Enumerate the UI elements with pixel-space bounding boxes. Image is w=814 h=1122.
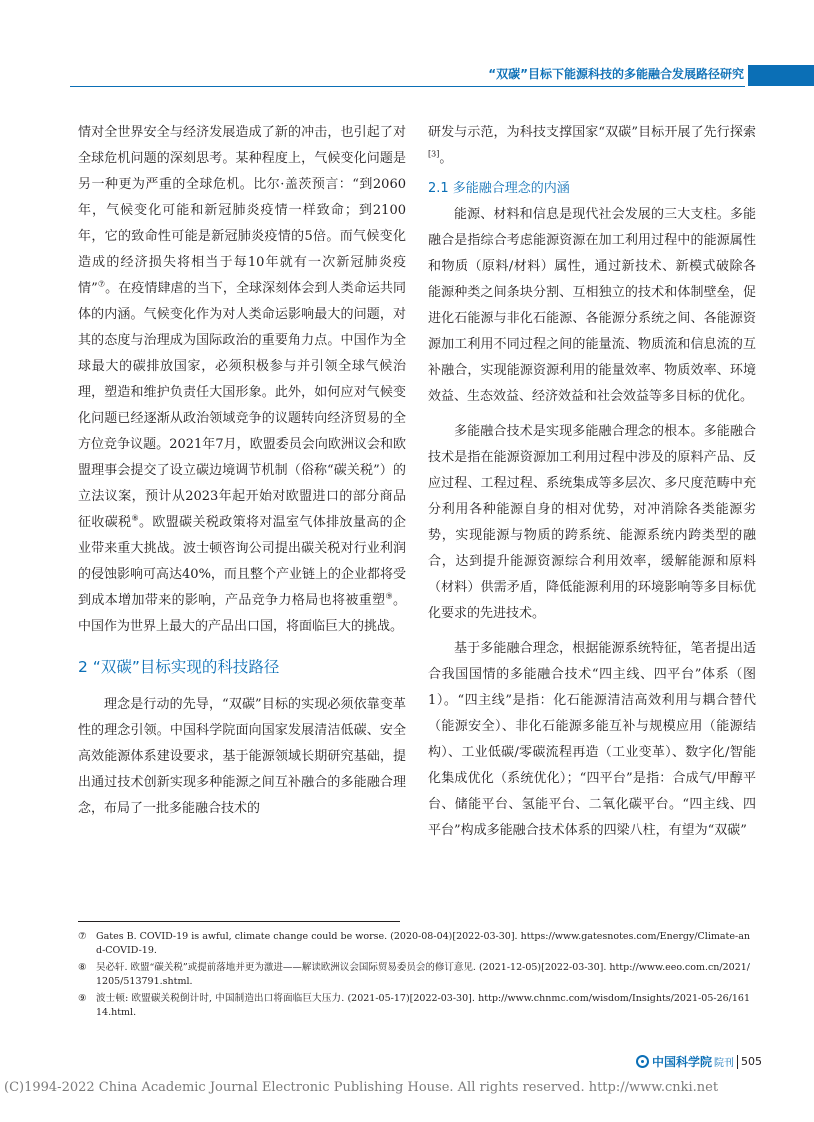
text: 。在疫情肆虐的当下，全球深刻体会到人类命运共同体的内涵。气候变化作为对人类命运影响最大的问题，对其的态度与治理成为国际政治的重要角力点。中国作为全球最大的碳排放国家，必须积极参与并引领全球气候治理，塑造和维护负责任大国形象。此外，如何应对气候变化问题已经逐渐从政治领域竞争的议题转向经济贸易的全方位竞争议题。2021年7月，欧盟委员会向欧洲议会和欧盟理事会提交了设立碳边境调节机制（俗称“碳关税”）的立法议案，预计从2023年起开始对欧盟进口的部分商品征收碳税 xyxy=(78,281,406,530)
journal-name: 中国科学院 xyxy=(652,1055,713,1069)
footnote-mark: ⑦ xyxy=(78,931,87,942)
footnotes xyxy=(78,930,750,1023)
footnote-item xyxy=(78,992,750,1020)
journal-footer xyxy=(636,1053,762,1070)
footnote-mark: ⑨ xyxy=(78,993,87,1004)
footnote-ref-7[interactable]: ⑦ xyxy=(97,279,106,289)
paragraph xyxy=(428,120,756,172)
journal-logo-icon xyxy=(636,1055,649,1068)
paragraph: 多能融合技术是实现多能融合理念的根本。多能融合技术是指在能源资源加工利用过程中涉及的原料产品、反应过程、工程过程、系统集成等多层次、多尺度范畴中充分利用各种能源自身的相对优势，对冲消除各类能源劣势，实现能源与物质的跨系统、能源系统内跨类型的融合，达到提升能源资源综合利用效率，缓解能源和原料（材料）供需矛盾，降低能源利用的环境影响等多目标优化要求的先进技术。 xyxy=(428,424,756,621)
header-rule xyxy=(70,86,745,87)
divider xyxy=(737,1055,738,1069)
header-accent-tab xyxy=(748,65,814,86)
text: 。欧盟碳关税政策将对温室气体排放量高的企业带来重大挑战。波士顿咨询公司提出碳关税对行业利润的侵蚀影响可高达40%，而且整个产业链上的企业都将受到成本增加带来的影响，产品竞争力格局也将被重塑 xyxy=(78,515,406,608)
section-heading-2-1: 2.1 多能融合理念的内涵 xyxy=(428,181,570,196)
footnote-item xyxy=(78,930,750,958)
footnote-ref-9[interactable]: ⑨ xyxy=(385,591,393,601)
page-number: 505 xyxy=(741,1055,763,1068)
footnote-rule xyxy=(78,921,400,922)
running-title: “双碳”目标下能源科技的多能融合发展路径研究 xyxy=(488,67,744,81)
paragraph: 基于多能融合理念，根据能源系统特征，笔者提出适合我国国情的多能融合技术“四主线、四平台”体系（图1）。“四主线”是指：化石能源清洁高效利用与耦合替代（能源安全）、非化石能源多能互补与规模应用（能源结构）、工业低碳/零碳流程再造（工业变革）、数字化/智能化集成优化（系统优化）；“四平台”是指：合成气/甲醇平台、储能平台、氢能平台、二氧化碳平台。“四主线、四平台”构成多能融合技术体系的四梁八柱，有望为“双碳” xyxy=(428,641,756,838)
text: 。 xyxy=(439,151,453,166)
text: 。中国作为世界上最大的产品出口国，将面临巨大的挑战。 xyxy=(78,593,406,634)
paragraph: 理念是行动的先导，“双碳”目标的实现必须依靠变革性的理念引领。中国科学院面向国家发展清洁低碳、安全高效能源体系建设要求，基于能源领域长期研究基础，提出通过技术创新实现多种能源之间互补融合的多能融合理念，布局了一批多能融合技术的 xyxy=(78,697,406,816)
left-column xyxy=(78,120,406,822)
section-heading-2: 2 “双碳”目标实现的科技路径 xyxy=(78,658,280,676)
footnote-text[interactable]: Gates B. COVID-19 is awful, climate change could be worse. (2020-08-04)[2022-03-30]. https://www.gatesnotes.com/Energy/Climate-and-COVID-19. xyxy=(96,931,750,956)
right-column xyxy=(428,120,756,844)
footnote-ref-8[interactable]: ⑧ xyxy=(131,513,140,523)
footnote-mark: ⑧ xyxy=(78,962,87,973)
footnote-text[interactable]: 波士顿: 欧盟碳关税倒计时, 中国制造出口将面临巨大压力. (2021-05-17)[2022-03-30]. http://www.chnmc.com/wisdom/Insights/2021-05-26/16114.html. xyxy=(96,993,750,1018)
footnote-item xyxy=(78,961,750,989)
paragraph xyxy=(78,120,406,640)
paragraph: 能源、材料和信息是现代社会发展的三大支柱。多能融合是指综合考虑能源资源在加工利用过程中的能源属性和物质（原料/材料）属性，通过新技术、新模式破除各能源种类之间条块分割、互相独立的技术和体制壁垒，促进化石能源与非化石能源、各能源分系统之间、各能源资源加工利用不同过程之间的能量流、物质流和信息流的互补融合，实现能源资源利用的能量效率、物质效率、环境效益、生态效益、经济效益和社会效益等多目标的优化。 xyxy=(428,207,756,404)
journal-subtitle: 院刊 xyxy=(714,1058,735,1069)
reference-3[interactable]: [3] xyxy=(428,149,440,159)
copyright-notice: (C)1994-2022 China Academic Journal Electronic Publishing House. All rights reserved. http://www.cnki.net xyxy=(4,1080,719,1095)
text: 研发与示范，为科技支撑国家“双碳”目标开展了先行探索 xyxy=(428,125,756,140)
text: 情对全世界安全与经济发展造成了新的冲击，也引起了对全球危机问题的深刻思考。某种程度上，气候变化问题是另一种更为严重的全球危机。比尔·盖茨预言：“到2060年，气候变化可能和新冠肺炎疫情一样致命；到2100年，它的致命性可能是新冠肺炎疫情的5倍。而气候变化造成的经济损失将相当于每10年就有一次新冠肺炎疫情” xyxy=(78,125,406,296)
footnote-text[interactable]: 吴必轩. 欧盟“碳关税”或提前落地并更为激进——解读欧洲议会国际贸易委员会的修订意见. (2021-12-05)[2022-03-30]. http://www.eeo.com.cn/2021/1205/513791.shtml. xyxy=(96,962,750,987)
